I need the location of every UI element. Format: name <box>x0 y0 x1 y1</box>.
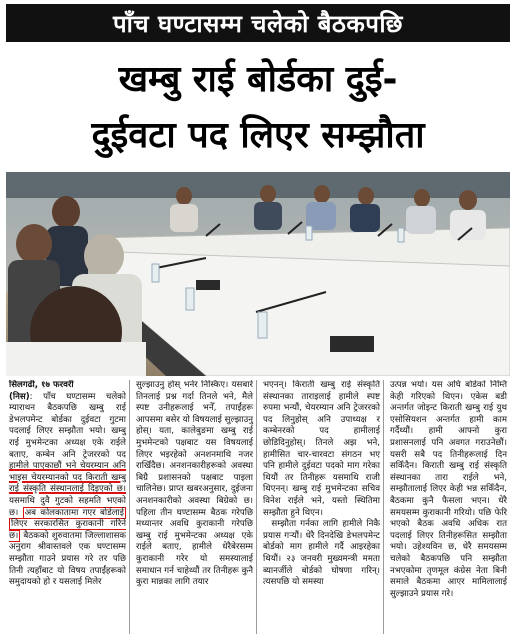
paragraph: भएनन्। किराती खम्बु राई संस्कृति संस्थानका ताराइलाई हामीले स्पष्ट रुपमा भन्यौं, चेयरम्यान अनि ट्रेजररको पद लिनुहोस् अनि उपाध्यक्ष र कम्बेनरको पद हामीलाई छोडिदिनुहोस्। तिनले अझ भने, हामीसित चार-चारवटा संगठन भए पनि हामीले दुईवटा पदको माग गरेका थियौं तर तिनीहरू यसमाथि राजी थिएनन्। खम्बु राई मुभमेन्टका सचिव विनेश राईले भने, यस्तो स्थितिमा सम्झौता हुने थिएन। <box>263 380 380 518</box>
paragraph: : पाँच घण्टासम्म चलेको म्याराथन बैठकपछि खम्बु राई डेभलपमेन्ट बोर्डका दुईवटा गुटमा पदलाई लिएर सम्झौता भयो। खम्बु राई मुभमेन्टका अध्यक्ष एके राईले बताए, कम्बेन अनि ट्रेजररको पद <box>9 391 126 460</box>
highlighted-text: हामीले पाएकाछौं भने चेयरम्यान अनि <box>9 461 126 472</box>
paragraph: यसमाथि दुवै गुटको सहमति भएको छ। <box>9 495 126 518</box>
article-column-3 <box>260 380 384 634</box>
headline-line-1: खम्बु राई बोर्डका दुई- <box>118 59 398 100</box>
meeting-photo <box>6 172 510 376</box>
paragraph: सुल्झाउनु होस् भनेर निस्किए। यसबारे तिनलाई प्रश्न गर्दा तिनले भने, मैले स्पष्ट उनीहरूलाई भनेँ, तपाईंहरू आपसमा बसेर यो विषयलाई सुल्झाउनु होस्। यता, कालेबुङमा खम्बु राई मुभमेन्टको पक्षबाट यस विषयलाई लिएर भइरहेको अनशनमाथि नजर राखिँदैछ। अनशनकारीहरूको अवस्था बिग्रै प्रशासनको पक्षबाट पाइला चालिनेछ। प्राप्त खबरअनुसार, दुईजना अनशनकारीको अवस्था बिग्रेको छ। पहिला तीन घण्टासम्म बैठक गरेपछि मध्यान्तर अवधि कुराकानी गरेपछि खम्बु राई मुभमेन्टका अध्यक्ष एके राईले बताए, हामीले धेरैबेरसम्म कुराकानी गरेर यो समस्यालाई समाधान गर्न चाहेथ्यौं तर तिनीहरू कुनै कुरा मान्नका लागि तयार <box>136 380 253 588</box>
source-tag: (निस) <box>9 391 30 402</box>
article-column-2 <box>133 380 257 634</box>
kicker-banner <box>6 4 510 42</box>
highlighted-text: राई संस्कृति संस्थानलाई दिइएको छ। <box>9 484 126 495</box>
article-body <box>6 380 510 634</box>
headline <box>4 52 512 164</box>
paragraph: बैठकको शुरुवातमा जिल्लाशासक अनुराग श्रीवास्तवले एक घण्टासम्म सम्झौता गाउने प्रयास गरे तर पछि तिनी त्यहाँबाट यो विषय तपाईंहरूको समुदायको हो र यसलाई मिलेर <box>9 530 126 588</box>
paragraph: उत्पन्न भयो। यस अघि बोर्डको निम्ति केही गरिएको थिएन। एकेस बडी अन्तर्गत जोइन्ट किराती खम्बु राई युथ एसोसियशन अन्तर्गत हामी काम गर्दैथ्यौं। हामी आफ्नो कुरा प्रशासनलाई पनि अवगत गराउनेछौं। यसरी सबै पद तिनीहरूलाई दिन सकिँदैन। किराती खम्बु राई संस्कृति संस्थानका तारा राईले भने, सम्झौतालाई लिएर केही भन्न सकिँदैन, बैठकमा कुनै फैसला भएन। धेरै समयसम्म कुराकानी गरियो। पछि फेरि भएको बैठक अवधि अधिक रात पदलाई लिएर तिनीहरूसित सम्झौता भयो। उहेश्यविन छ, धेरै समयसम्म चलेको बैठकपछि पनि सम्झौता नभएकोमा तृणमूल कंग्रेस नेता बिनी समाले बैठकमा आएर मामिलालाई सुल्झाउने प्रयास गरे। <box>390 380 507 599</box>
paragraph: सम्झौता गर्नका लागि हामीले निकै प्रयास गर्‍यौं। धेरै दिनदेखि डेभलपमेन्ट बोर्डको माग हामीले गर्दै आइरहेका थियौं। २३ जनवरी मुख्यमन्त्री ममता ब्यानर्जीले बोर्डको घोषणा गरिन्। त्यसपछि यो समस्या <box>263 519 380 588</box>
boxed-text: अब कोलकातामा गएर बोर्डलाई <box>24 507 124 518</box>
dateline: सिलगढी, १७ फरवरी <box>9 380 74 390</box>
boxed-text: लिएर सरकारसित कुराकानी गरिने छ। <box>9 519 126 541</box>
headline-line-2: दुईवटा पद लिएर सम्झौता <box>91 115 425 156</box>
meeting-photo-icon <box>6 172 510 376</box>
kicker-text: पाँच घण्टासम्म चलेको बैठकपछि <box>113 9 403 38</box>
article-column-4 <box>387 380 510 634</box>
article-column-1 <box>6 380 130 634</box>
highlighted-text: भाइस चेयरम्यानको पद किराती खम्बु <box>9 472 126 483</box>
